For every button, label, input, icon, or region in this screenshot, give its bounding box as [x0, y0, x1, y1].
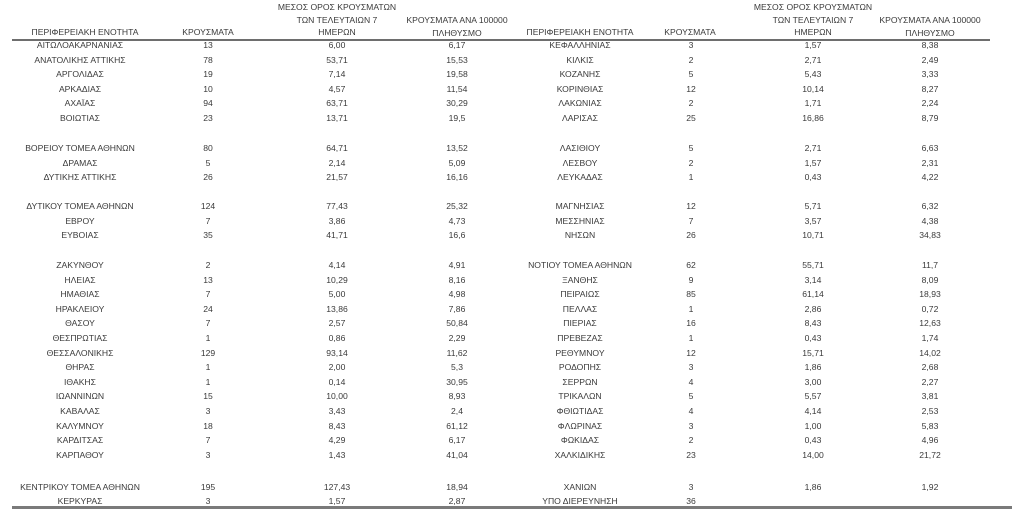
cell-avg7: 55,71 [802, 260, 824, 270]
cell-avg7: 1,00 [804, 420, 822, 431]
cell-cases: 7 [205, 435, 211, 446]
cell-avg7: 5,00 [328, 289, 346, 300]
cell-per100k: 8,27 [921, 83, 939, 94]
cell-cases: 7 [205, 215, 211, 226]
cell-cases: 94 [203, 98, 213, 109]
cell-region: ΚΟΡΙΝΘΙΑΣ [556, 83, 604, 94]
cell-avg7: 5,71 [804, 201, 822, 211]
cell-cases: 24 [203, 303, 213, 314]
cell-region: ΔΥΤΙΚΟΥ ΤΟΜΕΑ ΑΘΗΝΩΝ [26, 201, 134, 211]
header-per100k-line1: ΚΡΟΥΣΜΑΤΑ ΑΝΑ 100000 [406, 15, 508, 25]
cell-avg7: 6,00 [328, 40, 346, 50]
cell-per100k: 18,93 [919, 289, 941, 300]
cell-cases: 1 [205, 362, 211, 373]
cell-per100k: 2,29 [448, 333, 466, 343]
cell-region: ΗΛΕΙΑΣ [64, 274, 96, 285]
cell-region: ΠΡΕΒΕΖΑΣ [557, 333, 603, 343]
cell-avg7: 3,43 [328, 406, 346, 416]
cell-cases: 1 [205, 333, 211, 343]
cell-region: ΦΩΚΙΔΑΣ [560, 435, 600, 446]
cell-region: ΕΥΒΟΙΑΣ [61, 230, 99, 241]
header-avg-line3: ΗΜΕΡΩΝ [794, 27, 832, 37]
cell-cases: 62 [686, 260, 696, 270]
cell-cases: 25 [686, 113, 696, 123]
cell-region: ΚΕΡΚΥΡΑΣ [57, 496, 103, 506]
cell-per100k: 5,09 [448, 157, 466, 168]
cell-cases: 3 [688, 420, 694, 431]
cell-avg7: 15,71 [802, 347, 824, 358]
cell-per100k: 15,53 [446, 54, 468, 65]
header-avg-line1: ΜΕΣΟΣ ΟΡΟΣ ΚΡΟΥΣΜΑΤΩΝ [753, 2, 873, 12]
cell-per100k: 1,92 [921, 482, 939, 492]
cell-region: ΜΑΓΝΗΣΙΑΣ [555, 201, 605, 211]
cell-cases: 2 [688, 54, 694, 65]
cell-per100k: 7,86 [448, 303, 466, 314]
cell-cases: 12 [686, 201, 696, 211]
cell-per100k: 16,16 [446, 172, 468, 183]
cell-region: ΛΑΚΩΝΙΑΣ [558, 98, 602, 109]
cell-avg7: 21,57 [326, 172, 348, 183]
header-rule [12, 39, 990, 41]
cell-per100k: 5,3 [451, 362, 463, 373]
cell-region: ΔΥΤΙΚΗΣ ΑΤΤΙΚΗΣ [43, 172, 117, 183]
cell-per100k: 2,24 [921, 98, 939, 109]
cell-avg7: 10,14 [802, 83, 824, 94]
cell-avg7: 4,14 [804, 406, 822, 416]
cell-region: ΚΑΒΑΛΑΣ [60, 406, 100, 416]
cell-region: ΒΟΡΕΙΟΥ ΤΟΜΕΑ ΑΘΗΝΩΝ [25, 143, 135, 153]
cell-per100k: 4,38 [921, 215, 939, 226]
cell-region: ΧΑΛΚΙΔΙΚΗΣ [554, 449, 606, 460]
cell-avg7: 2,86 [804, 303, 822, 314]
cell-per100k: 1,74 [921, 333, 939, 343]
left-header-region: ΠΕΡΙΦΕΡΕΙΑΚΗ ΕΝΟΤΗΤΑ [31, 27, 139, 37]
cell-cases: 4 [688, 406, 694, 416]
cell-per100k: 2,49 [921, 54, 939, 65]
cell-cases: 23 [686, 449, 696, 460]
cell-region: ΠΕΙΡΑΙΩΣ [560, 289, 600, 300]
cell-avg7: 8,43 [328, 420, 346, 431]
cell-avg7: 2,57 [328, 318, 346, 329]
header-avg-line3: ΗΜΕΡΩΝ [318, 27, 356, 37]
cell-per100k: 34,83 [919, 230, 941, 241]
cell-avg7: 1,71 [804, 98, 822, 109]
cell-avg7: 2,71 [804, 54, 822, 65]
cell-region: ΝΗΣΩΝ [564, 230, 596, 241]
cell-region: ΔΡΑΜΑΣ [62, 157, 98, 168]
left-header-per100k [392, 14, 522, 39]
cell-cases: 23 [203, 113, 213, 123]
cell-avg7: 4,14 [328, 260, 346, 270]
cell-avg7: 7,14 [328, 69, 346, 80]
cell-region: ΛΑΡΙΣΑΣ [562, 113, 598, 123]
cell-region: ΠΕΛΛΑΣ [562, 303, 598, 314]
cell-avg7: 5,43 [804, 69, 822, 80]
cell-region: ΑΝΑΤΟΛΙΚΗΣ ΑΤΤΙΚΗΣ [34, 54, 126, 65]
cell-avg7: 63,71 [326, 98, 348, 109]
cell-region: ΚΕΝΤΡΙΚΟΥ ΤΟΜΕΑ ΑΘΗΝΩΝ [20, 482, 140, 492]
header-avg-line2: ΤΩΝ ΤΕΛΕΥΤΑΙΩΝ 7 [772, 14, 854, 25]
cell-region: ΘΗΡΑΣ [65, 362, 95, 373]
cell-region: ΛΑΣΙΘΙΟΥ [559, 143, 601, 153]
cell-avg7: 3,14 [804, 274, 822, 285]
cell-region: ΚΑΛΥΜΝΟΥ [56, 420, 104, 431]
cell-cases: 129 [200, 347, 216, 358]
header-per100k-line1: ΚΡΟΥΣΜΑΤΑ ΑΝΑ 100000 [879, 15, 981, 25]
right-header-per100k [865, 14, 995, 39]
cell-region: ΙΩΑΝΝΙΝΩΝ [55, 391, 105, 402]
cell-avg7: 1,86 [804, 482, 822, 492]
cell-cases: 3 [688, 362, 694, 373]
cell-cases: 78 [203, 54, 213, 65]
cell-per100k: 30,29 [446, 98, 468, 109]
cell-avg7: 5,57 [804, 391, 822, 402]
cell-cases: 1 [688, 333, 694, 343]
header-avg-line1: ΜΕΣΟΣ ΟΡΟΣ ΚΡΟΥΣΜΑΤΩΝ [277, 2, 397, 12]
cell-cases: 2 [205, 260, 211, 270]
cell-cases: 26 [203, 172, 213, 183]
cell-region: ΑΙΤΩΛΟΑΚΑΡΝΑΝΙΑΣ [36, 40, 124, 50]
cell-per100k: 3,33 [921, 69, 939, 80]
cell-region: ΕΒΡΟΥ [65, 215, 95, 226]
left-header-avg7 [272, 1, 402, 39]
header-avg-line2: ΤΩΝ ΤΕΛΕΥΤΑΙΩΝ 7 [296, 14, 378, 25]
left-header-cases: ΚΡΟΥΣΜΑΤΑ [182, 27, 234, 37]
cell-per100k: 2,53 [921, 406, 939, 416]
cell-per100k: 61,12 [446, 420, 468, 431]
cell-avg7: 16,86 [802, 113, 824, 123]
cell-per100k: 2,27 [921, 376, 939, 387]
cell-avg7: 1,43 [328, 449, 346, 460]
cell-region: ΛΕΥΚΑΔΑΣ [557, 172, 603, 183]
cell-avg7: 10,29 [326, 274, 348, 285]
cell-region: ΗΡΑΚΛΕΙΟΥ [55, 303, 105, 314]
cell-avg7: 41,71 [326, 230, 348, 241]
cell-avg7: 1,57 [328, 496, 346, 506]
cell-per100k: 12,63 [919, 318, 941, 329]
cell-avg7: 13,86 [326, 303, 348, 314]
cell-cases: 2 [688, 98, 694, 109]
cell-avg7: 93,14 [326, 347, 348, 358]
cell-avg7: 10,71 [802, 230, 824, 241]
cell-per100k: 18,94 [446, 482, 468, 492]
cell-per100k: 21,72 [919, 449, 941, 460]
cell-region: ΜΕΣΣΗΝΙΑΣ [555, 215, 605, 226]
cell-region: ΦΘΙΩΤΙΔΑΣ [556, 406, 604, 416]
cell-per100k: 19,58 [446, 69, 468, 80]
cell-cases: 5 [688, 143, 694, 153]
cell-cases: 16 [686, 318, 696, 329]
cell-avg7: 3,57 [804, 215, 822, 226]
cell-cases: 18 [203, 420, 213, 431]
cell-cases: 4 [688, 376, 694, 387]
cell-region: ΡΕΘΥΜΝΟΥ [555, 347, 605, 358]
cell-region: ΒΟΙΩΤΙΑΣ [60, 113, 100, 123]
cell-cases: 35 [203, 230, 213, 241]
cell-per100k: 4,73 [448, 215, 466, 226]
cell-cases: 3 [205, 496, 211, 506]
right-header-cases: ΚΡΟΥΣΜΑΤΑ [664, 27, 716, 37]
cell-cases: 195 [200, 482, 216, 492]
cell-per100k: 6,17 [448, 40, 466, 50]
cell-avg7: 2,71 [804, 143, 822, 153]
cell-per100k: 14,02 [919, 347, 941, 358]
cell-cases: 80 [203, 143, 213, 153]
cell-avg7: 14,00 [802, 449, 824, 460]
cell-per100k: 50,84 [446, 318, 468, 329]
cell-region: ΘΕΣΠΡΩΤΙΑΣ [52, 333, 108, 343]
cell-per100k: 8,09 [921, 274, 939, 285]
cell-avg7: 2,00 [328, 362, 346, 373]
cell-region: ΚΑΡΠΑΘΟΥ [56, 449, 104, 460]
cell-cases: 26 [686, 230, 696, 241]
cell-cases: 5 [688, 391, 694, 402]
cell-per100k: 3,81 [921, 391, 939, 402]
cell-per100k: 4,22 [921, 172, 939, 183]
cell-region: ΤΡΙΚΑΛΩΝ [558, 391, 602, 402]
cell-avg7: 0,86 [328, 333, 346, 343]
cell-region: ΚΑΡΔΙΤΣΑΣ [56, 435, 104, 446]
cell-cases: 124 [200, 201, 216, 211]
cell-cases: 2 [688, 435, 694, 446]
cell-per100k: 4,96 [921, 435, 939, 446]
cell-cases: 12 [686, 347, 696, 358]
cell-per100k: 2,4 [451, 406, 463, 416]
cell-per100k: 19,5 [448, 113, 466, 123]
cell-region: ΦΛΩΡΙΝΑΣ [557, 420, 603, 431]
cell-avg7: 1,86 [804, 362, 822, 373]
cell-cases: 13 [203, 40, 213, 50]
cell-cases: 2 [688, 157, 694, 168]
cell-cases: 3 [205, 406, 211, 416]
cell-cases: 36 [686, 496, 696, 506]
cell-per100k: 8,38 [921, 40, 939, 50]
cell-region: ΘΑΣΟΥ [65, 318, 95, 329]
cell-region: ΗΜΑΘΙΑΣ [60, 289, 100, 300]
cell-per100k: 8,93 [448, 391, 466, 402]
cell-cases: 10 [203, 83, 213, 94]
cell-region: ΠΙΕΡΙΑΣ [563, 318, 597, 329]
bottom-rule [12, 506, 1012, 509]
cell-per100k: 41,04 [446, 449, 468, 460]
cell-region: ΛΕΣΒΟΥ [562, 157, 598, 168]
right-header-region: ΠΕΡΙΦΕΡΕΙΑΚΗ ΕΝΟΤΗΤΑ [526, 27, 634, 37]
cell-avg7: 0,14 [328, 376, 346, 387]
cell-avg7: 10,00 [326, 391, 348, 402]
cell-per100k: 6,32 [921, 201, 939, 211]
cell-region: ΙΘΑΚΗΣ [64, 376, 96, 387]
cell-avg7: 127,43 [323, 482, 351, 492]
cell-avg7: 0,43 [804, 435, 822, 446]
cell-region: ΞΑΝΘΗΣ [562, 274, 598, 285]
cell-cases: 9 [688, 274, 694, 285]
cell-avg7: 61,14 [802, 289, 824, 300]
cell-per100k: 4,91 [448, 260, 466, 270]
cell-region: ΘΕΣΣΑΛΟΝΙΚΗΣ [46, 347, 114, 358]
cell-avg7: 53,71 [326, 54, 348, 65]
cell-per100k: 2,31 [921, 157, 939, 168]
cell-cases: 3 [688, 40, 694, 50]
cell-cases: 13 [203, 274, 213, 285]
cell-avg7: 1,57 [804, 157, 822, 168]
cell-region: ΑΧΑΪΑΣ [64, 98, 96, 109]
cell-avg7: 0,43 [804, 172, 822, 183]
cell-cases: 15 [203, 391, 213, 402]
cell-per100k: 11,54 [446, 83, 468, 94]
cell-region: ΖΑΚΥΝΘΟΥ [56, 260, 104, 270]
cell-per100k: 16,6 [448, 230, 466, 241]
cell-avg7: 64,71 [326, 143, 348, 153]
cell-region: ΑΡΓΟΛΙΔΑΣ [56, 69, 104, 80]
cell-avg7: 4,29 [328, 435, 346, 446]
cell-avg7: 4,57 [328, 83, 346, 94]
cell-per100k: 11,62 [446, 347, 468, 358]
cell-per100k: 30,95 [446, 376, 468, 387]
cell-per100k: 13,52 [446, 143, 468, 153]
cell-cases: 12 [686, 83, 696, 94]
cell-region: ΥΠΟ ΔΙΕΡΕΥΝΗΣΗ [542, 496, 618, 506]
cell-avg7: 2,14 [328, 157, 346, 168]
cell-per100k: 6,17 [448, 435, 466, 446]
cell-region: ΚΟΖΑΝΗΣ [559, 69, 601, 80]
cell-avg7: 8,43 [804, 318, 822, 329]
cell-avg7: 77,43 [326, 201, 348, 211]
cell-region: ΝΟΤΙΟΥ ΤΟΜΕΑ ΑΘΗΝΩΝ [528, 260, 632, 270]
cell-cases: 85 [686, 289, 696, 300]
header-per100k-line2: ΠΛΗΘΥΣΜΟ [905, 27, 955, 38]
cell-per100k: 8,16 [448, 274, 466, 285]
cell-cases: 1 [205, 376, 211, 387]
cell-cases: 5 [688, 69, 694, 80]
cell-avg7: 3,86 [328, 215, 346, 226]
cell-cases: 5 [205, 157, 211, 168]
cell-per100k: 11,7 [921, 260, 939, 270]
cell-cases: 7 [688, 215, 694, 226]
cell-cases: 7 [205, 289, 211, 300]
cell-avg7: 13,71 [326, 113, 348, 123]
cell-cases: 19 [203, 69, 213, 80]
cell-cases: 3 [688, 482, 694, 492]
cell-per100k: 2,87 [448, 496, 466, 506]
cell-region: ΡΟΔΟΠΗΣ [558, 362, 602, 373]
cell-per100k: 4,98 [448, 289, 466, 300]
cell-region: ΑΡΚΑΔΙΑΣ [58, 83, 102, 94]
cell-per100k: 8,79 [921, 113, 939, 123]
cell-cases: 7 [205, 318, 211, 329]
cell-per100k: 6,63 [921, 143, 939, 153]
header-per100k-line2: ΠΛΗΘΥΣΜΟ [432, 27, 482, 38]
cell-cases: 1 [688, 303, 694, 314]
cell-cases: 1 [688, 172, 694, 183]
cell-cases: 3 [205, 449, 211, 460]
cell-avg7: 1,57 [804, 40, 822, 50]
cell-per100k: 0,72 [921, 303, 939, 314]
cell-region: ΧΑΝΙΩΝ [563, 482, 597, 492]
cell-per100k: 5,83 [921, 420, 939, 431]
cell-region: ΣΕΡΡΩΝ [562, 376, 598, 387]
cell-per100k: 2,68 [921, 362, 939, 373]
cell-region: ΚΕΦΑΛΛΗΝΙΑΣ [549, 40, 611, 50]
cell-region: ΚΙΛΚΙΣ [566, 54, 594, 65]
cell-avg7: 3,00 [804, 376, 822, 387]
cell-per100k: 25,32 [446, 201, 468, 211]
right-header-avg7 [748, 1, 878, 39]
cell-avg7: 0,43 [804, 333, 822, 343]
